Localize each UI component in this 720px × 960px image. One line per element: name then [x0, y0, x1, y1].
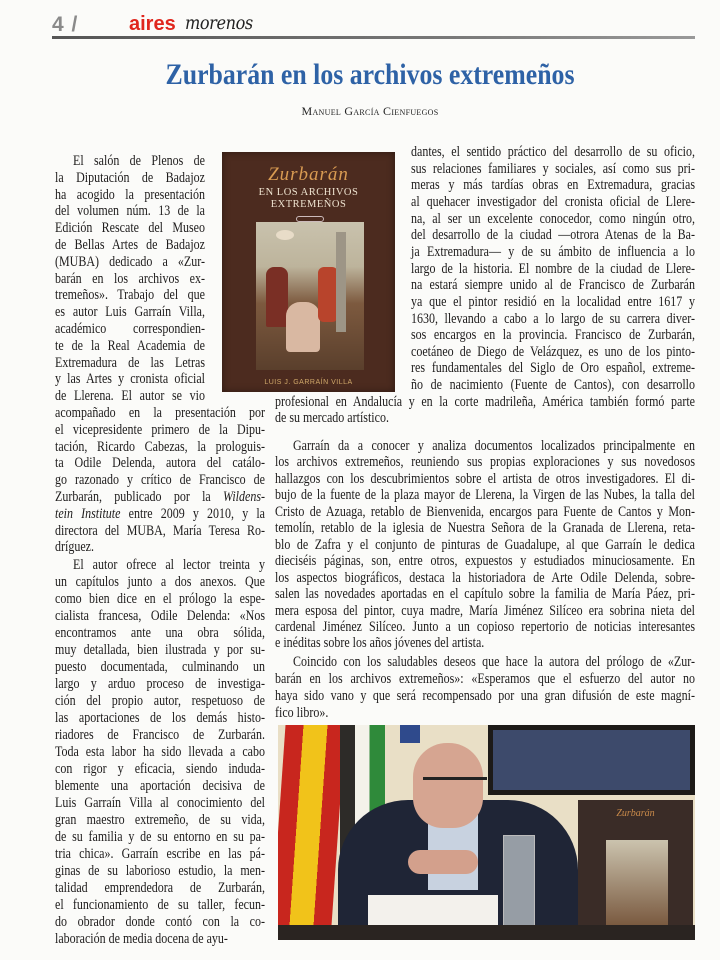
text-line: [55, 744, 265, 761]
text-line: [55, 710, 265, 727]
text-line: [55, 625, 265, 642]
text-line: [55, 608, 265, 625]
speaker-glasses: [423, 777, 487, 788]
magazine-logo-script: morenos: [185, 12, 253, 34]
text-line: [411, 161, 695, 178]
text-line-content: tria chica». Garraín escribe en las pá-: [55, 846, 265, 862]
text-line: [275, 570, 695, 587]
text-line: [411, 294, 695, 311]
text-line: [55, 321, 205, 338]
text-line: [55, 489, 265, 506]
spanish-flag: [278, 725, 346, 940]
text-line: [55, 170, 205, 187]
text-line: [411, 327, 695, 344]
text-line: [55, 761, 265, 778]
text-line-content: del volumen núm. 13 de la: [55, 203, 205, 220]
text-line-content: go razonado y crítico de Francisco de: [55, 472, 265, 489]
text-line: [411, 144, 695, 161]
text-line-content: blo de Zafra y el conjunto de pinturas de Guadalupe, al que Garraín le dedica: [275, 536, 695, 553]
text-line: [275, 619, 695, 636]
text-line-content: de Llerena. El autor se vio: [55, 388, 205, 405]
text-line-content: largo y arduo proceso de investiga-: [55, 676, 265, 692]
magazine-logo-bold: aires: [129, 13, 176, 35]
text-line: [275, 410, 695, 427]
text-line: [55, 659, 265, 676]
text-line-content: de Bellas Artes de Badajoz: [55, 237, 205, 253]
text-line: [55, 388, 205, 405]
text-line: [275, 504, 695, 521]
text-line: [275, 635, 695, 652]
text-line-content: ya que el pintor residió en la localidad entre 1617 y: [411, 293, 695, 310]
text-line-content: ño de nacimiento (Fuente de Cantos), con desarrollo: [411, 377, 695, 394]
article-title: Zurbarán en los archivos extremeños: [165, 58, 575, 91]
text-line: [275, 705, 695, 722]
text-line: [411, 311, 695, 328]
article-author: Manuel García Cienfuegos: [301, 104, 439, 118]
book-title: Zurbarán: [268, 164, 349, 185]
text-line-content: haya sido vano y que será recompensado por una gran difusión de este magní-: [275, 688, 695, 704]
text-line-content: sus relaciones familiares y sociales, así como sus pri-: [411, 160, 695, 177]
text-line-content: riadores de Francisco de Zurbarán.: [55, 727, 265, 743]
text-line: [275, 537, 695, 554]
text-line: [55, 795, 265, 812]
text-line: [275, 688, 695, 705]
text-segment: Zurbarán, publicado por la: [55, 489, 223, 505]
text-line: [275, 671, 695, 688]
text-line-content: la Diputación de Badajoz: [55, 169, 205, 186]
text-line-content: Cristo de Azuaga, retablo de Bienvenida, encargos para Fuente de Cantos y Mon-: [275, 503, 695, 520]
text-line-content: encontramos ante una obra sólida,: [55, 625, 265, 641]
text-line: [275, 394, 695, 411]
text-line-content: El autor ofrece al lector treinta y: [73, 557, 265, 573]
text-line: [55, 914, 265, 931]
text-line-content: de su mercado artístico.: [275, 410, 389, 427]
text-line: [55, 642, 265, 659]
text-line-content: ta Odile Delenda, autora del catálo-: [55, 455, 265, 472]
text-line-content: (MUBA) dedicado a «Zur-: [55, 253, 205, 270]
presentation-photo: [278, 725, 695, 940]
text-line-content: y las Artes y cronista oficial: [55, 371, 205, 388]
text-line-content: temolín, retablo de la iglesia de Nuestra Señora de la Granada de Llerena, reta-: [275, 520, 695, 537]
text-line: [55, 271, 205, 288]
text-line: [275, 553, 695, 570]
text-line-content: las aportaciones de los demás histo-: [55, 710, 265, 726]
text-line-content: Coincido con los saludables deseos que hace la autora del prólogo de «Zur-: [293, 654, 695, 670]
text-line-content: Luis Garraín Villa al conocimiento del: [55, 795, 265, 811]
text-line-content: dantes, el sentido práctico del desarrollo de su oficio,: [411, 144, 695, 160]
text-line-content: el funcionamiento de su taller, fecun-: [55, 897, 265, 913]
text-line-content: al quehacer investigador del cronista oficial de Llere-: [411, 193, 695, 210]
text-line: [55, 422, 265, 439]
text-line: [55, 880, 265, 897]
framed-painting: [488, 725, 695, 795]
table: [278, 925, 695, 940]
text-line: [55, 237, 205, 254]
text-line: [55, 405, 265, 422]
text-line-content: ha acogido la presentación: [55, 186, 205, 203]
text-line: [55, 439, 265, 456]
text-line-content: [55, 489, 265, 506]
text-line: [411, 244, 695, 261]
text-line: [411, 277, 695, 294]
text-line: [55, 829, 265, 846]
text-line-content: académico correspondien-: [55, 321, 205, 337]
text-line-content: tación, Ricardo Cabezas, la prologuis-: [55, 438, 265, 455]
text-line-content: barán en los archivos ex-: [55, 270, 205, 287]
text-line-content: el vicepresidente primero de la Dipu-: [55, 421, 265, 438]
text-line: [55, 304, 205, 321]
text-line-content: na estará siempre unido al de Francisco de Zurbarán: [411, 277, 695, 294]
text-line: [55, 203, 205, 220]
text-line-content: Extremadura de las Letras: [55, 354, 205, 371]
text-line: [411, 344, 695, 361]
speaker-hand: [408, 850, 478, 874]
text-line: [55, 338, 205, 355]
text-line: [275, 586, 695, 603]
text-line-content: ción del propio autor, respetuoso de: [55, 693, 265, 709]
text-line-content: cialista francesa, Odile Delenda: «Nos: [55, 608, 265, 624]
text-line: [55, 539, 265, 556]
italic-text: tein Institute: [55, 505, 121, 522]
text-line-content: cardenal Jiménez Silíceo. Junto a un copioso repertorio de noticias interesantes: [275, 618, 695, 635]
text-line-content: muy detallada, bien ilustrada y por su-: [55, 642, 265, 658]
text-line-content: gran maestro extremeño, de su vida,: [55, 812, 265, 828]
text-line-content: directora del MUBA, María Teresa Ro-: [55, 522, 265, 539]
text-line-content: acompañado en la presentación por: [55, 405, 265, 421]
text-line-content: 1630, llevando a cabo a lo largo de su carrera diver-: [411, 310, 695, 327]
text-line-content: coetáneo de Diego de Velázquez, es uno de los pinto-: [411, 343, 695, 360]
eu-flag: [400, 725, 420, 743]
text-line: [55, 676, 265, 693]
text-line-content: res fundamentales del Siglo de Oro español, extreme-: [411, 360, 695, 377]
text-line: [55, 574, 265, 591]
text-line: [73, 557, 265, 574]
text-line-content: profesional en Andalucía y en la corte madrileña, América también formó parte: [275, 393, 695, 410]
text-line: [275, 487, 695, 504]
text-line: [55, 591, 265, 608]
text-line-content: de su familia y de su entorno en su pa-: [55, 829, 265, 845]
text-line-content: e inéditas sobre los años jóvenes del artista.: [275, 635, 485, 652]
text-line: [55, 254, 205, 271]
text-line: [275, 454, 695, 471]
text-line-content: laboración de media docena de ayu-: [55, 931, 228, 947]
text-line-content: sos encargos en la provincia. Francisco de Zurbarán,: [411, 327, 695, 344]
text-line-content: puesto documentada, culminando un: [55, 659, 265, 675]
book-subtitle-1: EN LOS ARCHIVOS: [258, 187, 359, 198]
text-line-content: ja Extremadura— y de su ámbito de influencia a lo: [411, 243, 695, 260]
text-line: [411, 177, 695, 194]
text-line: [55, 220, 205, 237]
text-line: [55, 187, 205, 204]
text-line: [55, 846, 265, 863]
book-display-painting: [606, 840, 668, 925]
text-line: [55, 727, 265, 744]
book-author: LUIS J. GARRAÍN VILLA: [264, 379, 353, 386]
text-line: [55, 287, 205, 304]
text-line-content: meras y más tardías obras en Extremadura, gracias: [411, 177, 695, 194]
text-line-content: [55, 506, 265, 523]
text-line-content: largo de la historia. El nombre de la ciudad de Llere-: [411, 260, 695, 277]
text-line: [293, 654, 695, 671]
water-glass: [503, 835, 535, 932]
text-line: [275, 520, 695, 537]
text-line-content: mera esposa del pintor, cuya madre, María Jiménez Silíceo era sobrina nieta del: [275, 602, 695, 619]
text-line: [55, 693, 265, 710]
text-line: [55, 523, 265, 540]
text-line-content: Toda esta labor ha sido llevada a cabo: [55, 744, 265, 760]
text-line-content: te de la Real Academia de: [55, 337, 205, 354]
text-line: [411, 194, 695, 211]
book-display-title: Zurbarán: [616, 808, 655, 819]
text-line: [275, 603, 695, 620]
text-line: [411, 211, 695, 228]
text-line: [411, 360, 695, 377]
text-line-content: los aspectos biográficos, destaca la historiadora de Arte Odile Delenda, sobre-: [275, 569, 695, 586]
book-display: [578, 800, 693, 935]
text-line-content: Edición Rescate del Museo: [55, 220, 205, 237]
text-line-content: con rigor y eficacia, siendo induda-: [55, 761, 265, 777]
text-line-content: na, al ser un excelente conocedor, como ningún otro,: [411, 210, 695, 227]
text-line-content: hallazgos con los descubrimientos sobre el artista de otros investigadores. El di-: [275, 470, 695, 487]
text-line: [55, 506, 265, 523]
text-line: [411, 227, 695, 244]
book-subtitle-2: EXTREMEÑOS: [270, 199, 347, 210]
text-line: [275, 471, 695, 488]
text-line: [73, 153, 205, 170]
painting-image: [256, 222, 364, 370]
text-line-content: tremeños». Trabajo del que: [55, 287, 205, 304]
text-line: [55, 355, 205, 372]
text-line: [55, 812, 265, 829]
italic-text: Wildens-: [223, 489, 265, 505]
text-line-content: bujo de la fuente de la plaza mayor de Llerena, la Virgen de las Nubes, la talla del: [275, 487, 695, 504]
text-line: [55, 863, 265, 880]
text-line: [293, 438, 695, 455]
page-number: 4 /: [52, 13, 79, 36]
text-line-content: fico libro».: [275, 705, 329, 721]
text-segment: entre 2009 y 2010, y la: [120, 505, 265, 522]
text-line: [55, 371, 205, 388]
text-line-content: blemente una aportación decisiva de: [55, 778, 265, 794]
text-line: [411, 377, 695, 394]
text-line-content: barán en los archivos extremeños»: «Esperamos que el esfuerzo del autor no: [275, 671, 695, 687]
text-line-content: do obrador donde contó con la co-: [55, 914, 265, 930]
text-line-content: del desarrollo de la ciudad —otrora Atenas de la Ba-: [411, 227, 695, 244]
text-line-content: los archivos extremeños, reuniendo sus propias exploraciones y sus novedosos: [275, 454, 695, 471]
text-line-content: El salón de Plenos de: [73, 153, 205, 169]
text-line: [55, 778, 265, 795]
text-line-content: salen las novedades aportadas en el capítulo sobre la familia de María Páez, pri-: [275, 586, 695, 603]
text-line-content: un capítulos junto a dos anexos. Que: [55, 574, 265, 590]
text-line-content: talidad emprendedora de Zurbarán,: [55, 880, 265, 896]
text-line: [411, 261, 695, 278]
text-line-content: es autor Luis Garraín Villa,: [55, 304, 205, 321]
text-line: [55, 455, 265, 472]
book-cover-image: [222, 152, 395, 392]
text-line-content: dieciséis páginas, son, entre otros, expuestos y estudiados minuciosamente. En: [275, 553, 695, 570]
text-line: [55, 472, 265, 489]
text-line-content: como bien dice en el prólogo la espe-: [55, 591, 265, 607]
book-subtitle: [222, 187, 395, 211]
text-line-content: Garraín da a conocer y analiza documentos localizados principalmente en: [293, 438, 695, 454]
text-line: [55, 931, 265, 948]
text-line-content: ginas de su laborioso estudio, la men-: [55, 863, 265, 879]
text-line-content: dríguez.: [55, 539, 94, 556]
header-rule: [52, 36, 695, 39]
text-line: [55, 897, 265, 914]
